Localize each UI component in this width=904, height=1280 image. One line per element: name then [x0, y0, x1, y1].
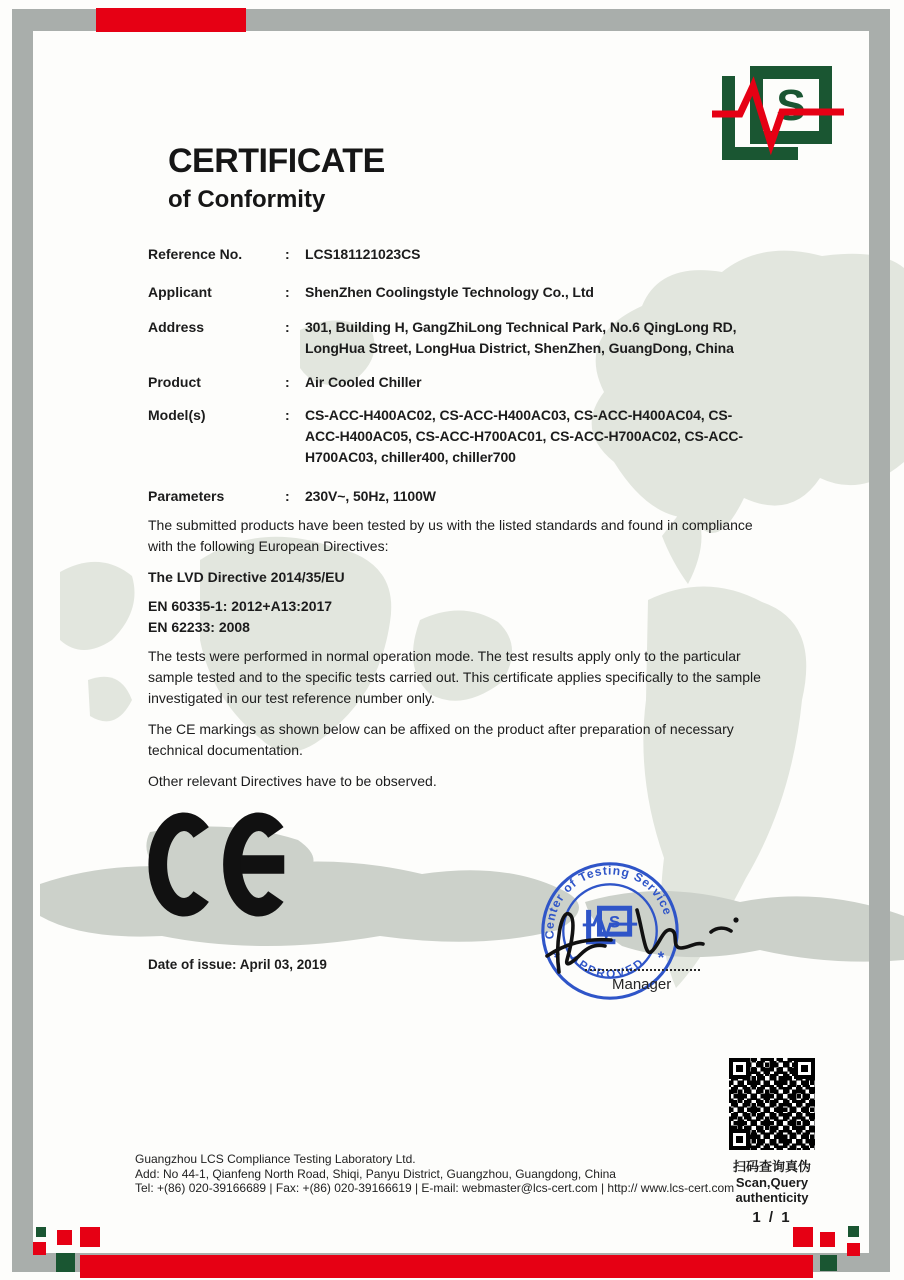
decor-square-green [820, 1255, 837, 1271]
field-label: Applicant [148, 284, 212, 300]
frame-left [12, 9, 33, 1272]
field-row-reference [148, 244, 772, 265]
tests-paragraph: The tests were performed in normal operation mode. The test results apply only to the particular sample tested and to the specific tests carried out. This certificate applies specifically to the sample investigated in our test reference number only. [148, 648, 761, 706]
field-value: 230V~, 50Hz, 1100W [305, 488, 436, 504]
footer-company: Guangzhou LCS Compliance Testing Laboratory Ltd. [135, 1152, 416, 1166]
field-label: Parameters [148, 488, 225, 504]
field-row-parameters [148, 486, 772, 507]
frame-right [869, 9, 890, 1272]
qr-finder-icon [729, 1129, 750, 1150]
qr-finder-icon [794, 1058, 815, 1079]
field-label: Address [148, 319, 205, 335]
field-value: Air Cooled Chiller [305, 374, 422, 390]
bottom-red-bar [80, 1255, 813, 1278]
logo-letter: S [776, 81, 806, 130]
footer [135, 1152, 735, 1196]
field-colon: : [285, 319, 290, 335]
stamp-star-right: * [657, 948, 665, 968]
field-colon: : [285, 284, 290, 300]
standard-line: EN 60335-1: 2012+A13:2017 [148, 598, 333, 614]
lvd-directive-line: The LVD Directive 2014/35/EU [148, 569, 345, 585]
qr-block [706, 1058, 838, 1226]
field-label: Product [148, 374, 201, 390]
qr-code [729, 1058, 815, 1150]
qr-finder-icon [729, 1058, 750, 1079]
standards-list [148, 596, 772, 638]
decor-square-red [793, 1227, 813, 1247]
field-value: LCS181121023CS [305, 246, 421, 262]
field-label: Reference No. [148, 246, 243, 262]
page-title: CERTIFICATE [168, 142, 385, 180]
date-of-issue: Date of issue: April 03, 2019 [148, 957, 327, 972]
certificate-content [148, 244, 772, 792]
decor-square-red [80, 1227, 100, 1247]
decor-square-red [57, 1230, 72, 1245]
qr-caption-en: Scan,Query authenticity [735, 1175, 809, 1205]
field-colon: : [285, 374, 290, 390]
manager-signature [545, 898, 745, 986]
page-number: 1 / 1 [752, 1209, 792, 1226]
field-row-models [148, 405, 772, 468]
field-row-address [148, 317, 772, 359]
field-value: 301, Building H, GangZhiLong Technical Park, No.6 QingLong RD, LongHua Street, LongHua District, ShenZhen, GuangDong, China [305, 319, 737, 356]
page-subtitle: of Conformity [168, 186, 326, 213]
title-block [168, 144, 385, 214]
decor-square-green [36, 1227, 46, 1237]
stamp-star-left: * [553, 948, 560, 968]
decor-square-red [820, 1232, 835, 1247]
ce-mark [148, 812, 288, 917]
signer-role: Manager [612, 976, 672, 993]
stamp-logo-letter: S [608, 912, 621, 932]
decor-square-red [33, 1242, 46, 1255]
footer-contact: Tel: +(86) 020-39166689 | Fax: +(86) 020-39166619 | E-mail: webmaster@lcs-cert.com | http:// www.lcs-cert.com [135, 1181, 735, 1195]
standard-line: EN 62233: 2008 [148, 619, 250, 635]
field-colon: : [285, 407, 290, 423]
stamp-ring-text: Center of Testing Service [542, 863, 676, 940]
footer-address: Add: No 44-1, Qianfeng North Road, Shiqi, Panyu District, Guangzhou, Guangdong, China [135, 1166, 616, 1181]
field-colon: : [285, 488, 290, 504]
field-value: CS-ACC-H400AC02, CS-ACC-H400AC03, CS-ACC-H400AC04, CS- ACC-H400AC05, CS-ACC-H700AC01, CS-ACC-H700AC02, CS-ACC- H700AC03, chiller400, chiller700 [305, 407, 743, 465]
field-row-product [148, 372, 772, 393]
intro-paragraph: The submitted products have been tested by us with the listed standards and found in compliance with the following European Directives: [148, 517, 753, 554]
field-value: ShenZhen Coolingstyle Technology Co., Ltd [305, 284, 594, 300]
stamp-approved-text: APPROVED [568, 951, 648, 981]
decor-square-green [56, 1253, 75, 1272]
other-directives-paragraph: Other relevant Directives have to be observed. [148, 773, 437, 789]
field-row-applicant [148, 282, 772, 303]
field-label: Model(s) [148, 407, 206, 423]
field-colon: : [285, 246, 290, 262]
top-red-accent [96, 8, 246, 32]
decor-square-green [848, 1226, 859, 1237]
decor-square-red [847, 1243, 860, 1256]
ce-markings-paragraph: The CE markings as shown below can be affixed on the product after preparation of necessary technical documentation. [148, 721, 734, 758]
lcs-logo [712, 64, 844, 166]
qr-caption-zh: 扫码查询真伪 [732, 1159, 811, 1174]
